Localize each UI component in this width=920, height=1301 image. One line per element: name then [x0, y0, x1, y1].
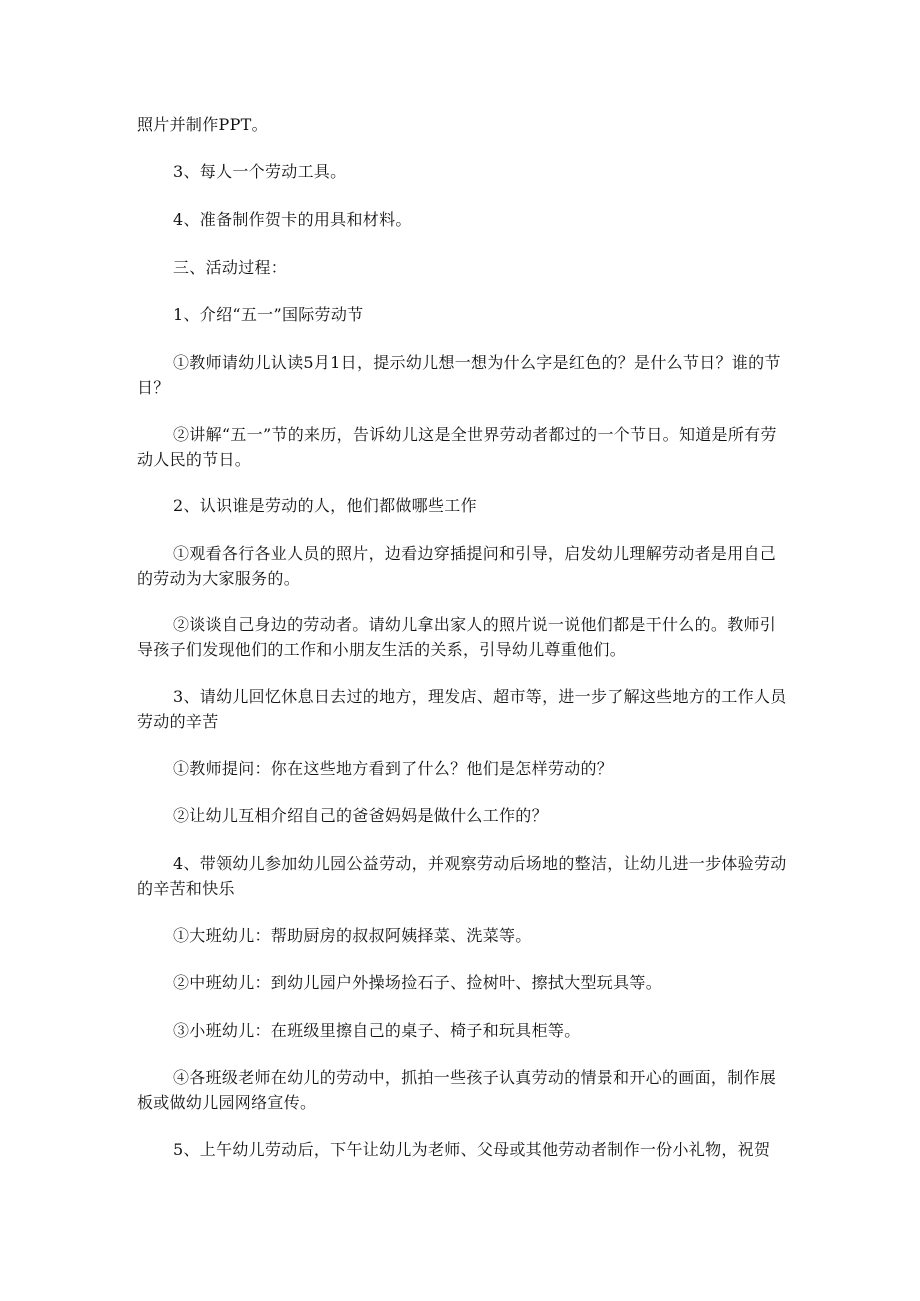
paragraph-prep-4: 4、准备制作贺卡的用具和材料。 [173, 210, 412, 229]
step-5-heading: 5、上午幼儿劳动后，下午让幼儿为老师、父母或其他劳动者制作一份小礼物，祝贺 [173, 1140, 771, 1159]
step-2-item-2: ②谈谈自己身边的劳动者。请幼儿拿出家人的照片说一说他们都是干什么的。教师引导孩子们发现他们的工作和小朋友生活的关系，引导幼儿尊重他们。 [137, 615, 777, 659]
section-heading-process: 三、活动过程： [173, 258, 288, 277]
step-2-heading: 2、认识谁是劳动的人，他们都做哪些工作 [173, 496, 477, 515]
step-2-item-1: ①观看各行各业人员的照片，边看边穿插提问和引导，启发幼儿理解劳动者是用自己的劳动为大家服务的。 [137, 544, 777, 588]
step-4-item-2: ②中班幼儿：到幼儿园户外操场捡石子、捡树叶、擦拭大型玩具等。 [173, 973, 663, 992]
step-1-item-1: ①教师请幼儿认读5月1日，提示幼儿想一想为什么字是红色的？是什么节日？谁的节日？ [137, 353, 781, 397]
paragraph-prep-3: 3、每人一个劳动工具。 [173, 162, 347, 181]
paragraph-continuation: 照片并制作PPT。 [137, 115, 268, 134]
step-4-item-3: ③小班幼儿：在班级里擦自己的桌子、椅子和玩具柜等。 [173, 1021, 581, 1040]
step-1-item-2: ②讲解“五一”节的来历，告诉幼儿这是全世界劳动者都过的一个节日。知道是所有劳动人民的节日。 [137, 425, 777, 469]
step-4-heading: 4、带领幼儿参加幼儿园公益劳动，并观察劳动后场地的整洁，让幼儿进一步体验劳动的辛苦和快乐 [137, 854, 787, 898]
step-4-item-1: ①大班幼儿：帮助厨房的叔叔阿姨择菜、洗菜等。 [173, 926, 532, 945]
step-3-heading: 3、请幼儿回忆休息日去过的地方，理发店、超市等，进一步了解这些地方的工作人员劳动的辛苦 [137, 687, 787, 731]
step-3-item-1: ①教师提问：你在这些地方看到了什么？他们是怎样劳动的？ [173, 759, 614, 778]
step-3-item-2: ②让幼儿互相介绍自己的爸爸妈妈是做什么工作的？ [173, 806, 548, 825]
step-1-heading: 1、介绍“五一”国际劳动节 [173, 305, 364, 324]
step-4-item-4: ④各班级老师在幼儿的劳动中，抓拍一些孩子认真劳动的情景和开心的画面，制作展板或做幼儿园网络宣传。 [137, 1068, 777, 1112]
